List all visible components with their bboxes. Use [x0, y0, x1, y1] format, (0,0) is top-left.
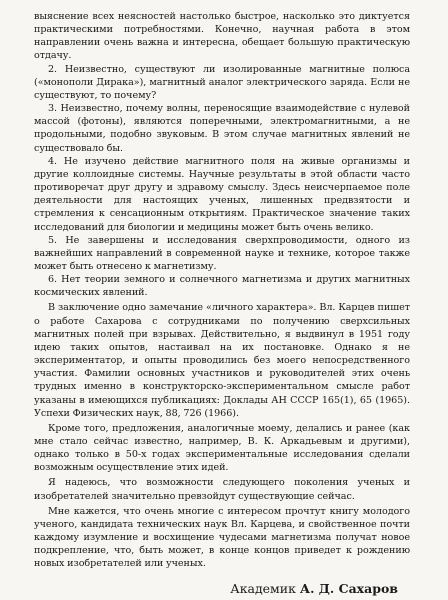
signature — [34, 581, 410, 597]
signature-role: Академик — [230, 580, 296, 596]
paragraph-item-4: 4. Не изучено действие магнитного поля на живые организмы и другие коллоидные системы. Научные результаты в этой области часто противоречат друг другу и здравому смыслу. Здесь неисчерпаемое поле деятельности для настоящих ученых, лишенных предвзятости и стремления к сенсационным открытиям. Практическое значение таких исследований для биологии и медицины может быть очень велико. — [34, 155, 410, 233]
paragraph-continuation: выяснение всех неясностей настолько быстрое, насколько это диктуется практическими потребностями. Конечно, научная работа в этом направлении очень важна и интересна, обещает большую практическую отдачу. — [34, 11, 410, 62]
paragraph-closing: Мне кажется, что очень многие с интересом прочтут книгу молодого ученого, кандидата технических наук Вл. Карцева, и свойственное почти каждому изумление и восхищение чудесами магнетизма получат новое подкрепление, что, быть может, в конце концов приведет к рождению новых изобретателей или ученых. — [34, 505, 410, 570]
paragraph-item-5: 5. Не завершены и исследования сверхпроводимости, одного из важнейших направлений в современной науке и технике, которое также может быть отнесено к магнетизму. — [34, 234, 410, 272]
paragraph-hope: Я надеюсь, что возможности следующего поколения ученых и изобретателей значительно превзойдут существующие сейчас. — [34, 477, 410, 502]
paragraph-item-3: 3. Неизвестно, почему волны, переносящие взаимодействие с нулевой массой (фотоны), являются поперечными, электромагнитными, а не продольными, подобно звуковым. В этом случае магнитных явлений не существовало бы. — [34, 103, 410, 154]
paragraph-item-2: 2. Неизвестно, существуют ли изолированные магнитные полюса («монополи Дирака»), магнитный аналог электрического заряда. Если не существуют, то почему? — [34, 63, 410, 101]
paragraph-item-6: 6. Нет теории земного и солнечного магнетизма и других магнитных космических явлений. — [34, 274, 410, 299]
body-text — [34, 10, 410, 571]
signature-name: А. Д. Сахаров — [299, 580, 398, 596]
paragraph-personal-remark: В заключение одно замечание «личного характера». Вл. Карцев пишет о работе Сахарова с сотрудниками по получению сверхсильных магнитных полей при взрывах. Действительно, я выдвинул в 1951 году идею таких опытов, настаивал на их постановке. Однако я не экспериментатор, и опыты проводились без моего непосредственного участия. Фамилии основных участников и руководителей этих очень трудных именно в конструкторско-экспериментальном смысле работ указаны в имеющихся публикациях: Доклады АН СССР 165(1), 65 (1965). Успехи Физических наук, 88, 726 (1966). — [34, 302, 410, 419]
paragraph-earlier-proposals: Кроме того, предложения, аналогичные моему, делались и ранее (как мне стало сейчас известно, например, В. К. Аркадьевым и другими), однако только в 50-х годах экспериментальные исследования сделали возможным осуществление этих идей. — [34, 422, 410, 474]
